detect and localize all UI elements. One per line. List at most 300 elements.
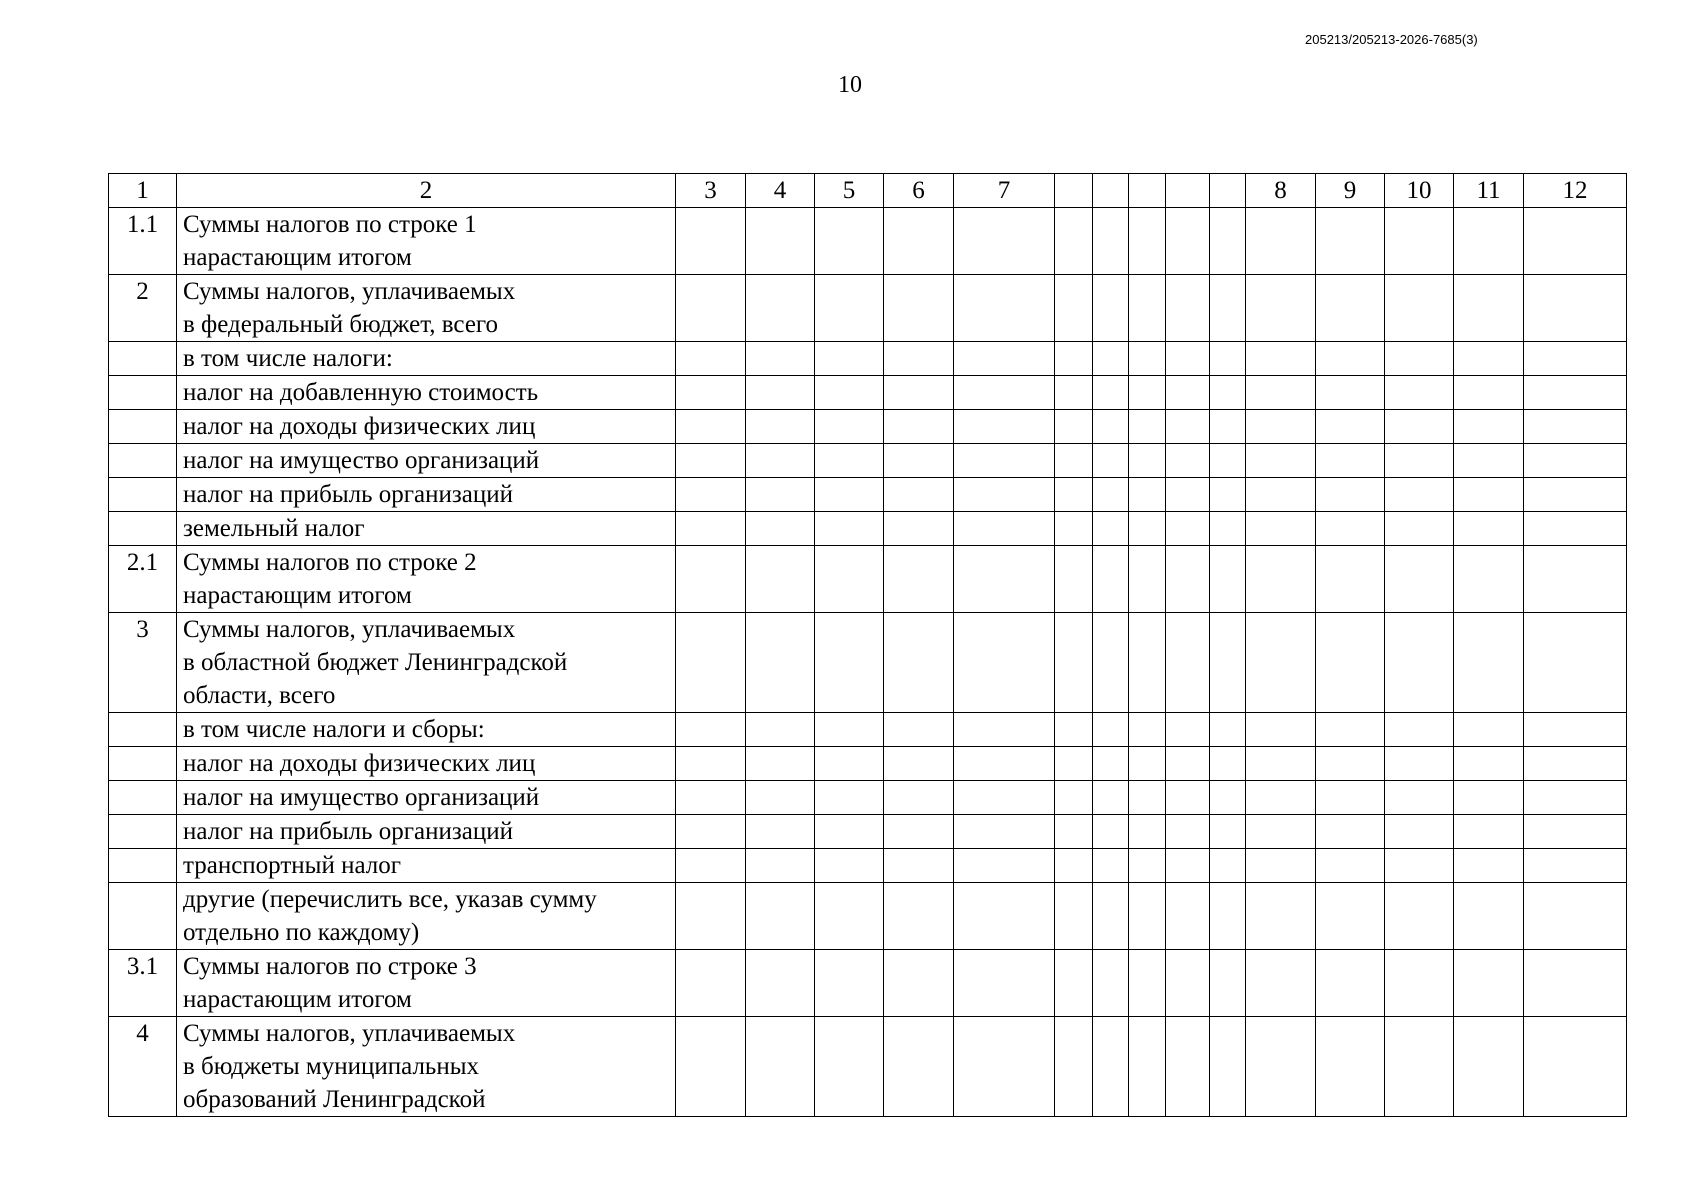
value-cell[interactable] bbox=[1055, 275, 1093, 342]
value-cell[interactable] bbox=[1210, 1017, 1246, 1117]
column-header bbox=[1129, 174, 1166, 208]
row-number bbox=[109, 342, 177, 376]
value-cell[interactable] bbox=[1129, 883, 1166, 950]
value-cell[interactable] bbox=[1055, 849, 1093, 883]
value-cell[interactable] bbox=[1210, 883, 1246, 950]
value-cell[interactable] bbox=[815, 950, 884, 1017]
value-cell[interactable] bbox=[1316, 478, 1385, 512]
value-cell[interactable] bbox=[1093, 713, 1129, 747]
value-cell[interactable] bbox=[676, 815, 746, 849]
value-cell[interactable] bbox=[746, 781, 815, 815]
row-label bbox=[177, 342, 676, 376]
value-cell[interactable] bbox=[1129, 815, 1166, 849]
value-cell[interactable] bbox=[1166, 342, 1210, 376]
value-cell[interactable] bbox=[1454, 1017, 1524, 1117]
row-number bbox=[109, 713, 177, 747]
table-row bbox=[109, 208, 1627, 275]
value-cell[interactable] bbox=[1166, 815, 1210, 849]
value-cell[interactable] bbox=[1093, 275, 1129, 342]
value-cell[interactable] bbox=[1385, 444, 1454, 478]
value-cell[interactable] bbox=[954, 512, 1055, 546]
value-cell[interactable] bbox=[1246, 478, 1316, 512]
value-cell[interactable] bbox=[1524, 950, 1627, 1017]
value-cell[interactable] bbox=[1210, 713, 1246, 747]
value-cell[interactable] bbox=[1454, 849, 1524, 883]
value-cell[interactable] bbox=[1129, 849, 1166, 883]
row-label bbox=[177, 410, 676, 444]
value-cell[interactable] bbox=[815, 376, 884, 410]
value-cell[interactable] bbox=[884, 883, 954, 950]
value-cell[interactable] bbox=[954, 342, 1055, 376]
value-cell[interactable] bbox=[1093, 512, 1129, 546]
value-cell[interactable] bbox=[1246, 713, 1316, 747]
column-header: 5 bbox=[815, 174, 884, 208]
value-cell[interactable] bbox=[1246, 275, 1316, 342]
value-cell[interactable] bbox=[1093, 444, 1129, 478]
value-cell[interactable] bbox=[676, 950, 746, 1017]
value-cell[interactable] bbox=[1093, 376, 1129, 410]
value-cell[interactable] bbox=[1246, 512, 1316, 546]
value-cell[interactable] bbox=[1385, 950, 1454, 1017]
value-cell[interactable] bbox=[1246, 342, 1316, 376]
table-row bbox=[109, 342, 1627, 376]
value-cell[interactable] bbox=[815, 444, 884, 478]
value-cell[interactable] bbox=[1210, 613, 1246, 713]
value-cell[interactable] bbox=[1166, 512, 1210, 546]
value-cell[interactable] bbox=[815, 781, 884, 815]
value-cell[interactable] bbox=[1129, 376, 1166, 410]
value-cell[interactable] bbox=[954, 713, 1055, 747]
value-cell[interactable] bbox=[1524, 512, 1627, 546]
value-cell[interactable] bbox=[1166, 1017, 1210, 1117]
value-cell[interactable] bbox=[746, 849, 815, 883]
value-cell[interactable] bbox=[1454, 342, 1524, 376]
value-cell[interactable] bbox=[1129, 747, 1166, 781]
value-cell[interactable] bbox=[1385, 342, 1454, 376]
value-cell[interactable] bbox=[1166, 849, 1210, 883]
value-cell[interactable] bbox=[1524, 849, 1627, 883]
row-label bbox=[177, 613, 676, 713]
value-cell[interactable] bbox=[954, 546, 1055, 613]
value-cell[interactable] bbox=[676, 613, 746, 713]
value-cell[interactable] bbox=[1246, 410, 1316, 444]
value-cell[interactable] bbox=[1385, 1017, 1454, 1117]
value-cell[interactable] bbox=[1524, 613, 1627, 713]
value-cell[interactable] bbox=[1524, 546, 1627, 613]
value-cell[interactable] bbox=[1055, 478, 1093, 512]
value-cell[interactable] bbox=[1129, 444, 1166, 478]
value-cell[interactable] bbox=[954, 815, 1055, 849]
value-cell[interactable] bbox=[1055, 713, 1093, 747]
value-cell[interactable] bbox=[1454, 747, 1524, 781]
value-cell[interactable] bbox=[1524, 1017, 1627, 1117]
value-cell[interactable] bbox=[1166, 275, 1210, 342]
value-cell[interactable] bbox=[1093, 747, 1129, 781]
value-cell[interactable] bbox=[1246, 444, 1316, 478]
row-number: 3.1 bbox=[109, 950, 177, 1017]
value-cell[interactable] bbox=[1454, 781, 1524, 815]
table-row bbox=[109, 546, 1627, 613]
value-cell[interactable] bbox=[1524, 747, 1627, 781]
value-cell[interactable] bbox=[1454, 410, 1524, 444]
value-cell[interactable] bbox=[884, 410, 954, 444]
row-label-line: в бюджеты муниципальных bbox=[183, 1053, 479, 1080]
value-cell[interactable] bbox=[1055, 208, 1093, 275]
value-cell[interactable] bbox=[1129, 208, 1166, 275]
value-cell[interactable] bbox=[1093, 342, 1129, 376]
value-cell[interactable] bbox=[1454, 444, 1524, 478]
value-cell[interactable] bbox=[1210, 444, 1246, 478]
value-cell[interactable] bbox=[1316, 444, 1385, 478]
value-cell[interactable] bbox=[815, 1017, 884, 1117]
value-cell[interactable] bbox=[1454, 950, 1524, 1017]
value-cell[interactable] bbox=[884, 781, 954, 815]
value-cell[interactable] bbox=[1316, 546, 1385, 613]
value-cell[interactable] bbox=[746, 815, 815, 849]
value-cell[interactable] bbox=[1524, 342, 1627, 376]
value-cell[interactable] bbox=[746, 208, 815, 275]
value-cell[interactable] bbox=[884, 815, 954, 849]
value-cell[interactable] bbox=[746, 747, 815, 781]
value-cell[interactable] bbox=[1385, 713, 1454, 747]
value-cell[interactable] bbox=[954, 747, 1055, 781]
value-cell[interactable] bbox=[1055, 950, 1093, 1017]
column-header: 3 bbox=[676, 174, 746, 208]
value-cell[interactable] bbox=[884, 342, 954, 376]
value-cell[interactable] bbox=[1316, 747, 1385, 781]
value-cell[interactable] bbox=[746, 1017, 815, 1117]
value-cell[interactable] bbox=[884, 275, 954, 342]
value-cell[interactable] bbox=[1210, 478, 1246, 512]
value-cell[interactable] bbox=[884, 512, 954, 546]
value-cell[interactable] bbox=[1093, 478, 1129, 512]
value-cell[interactable] bbox=[1129, 275, 1166, 342]
row-label-line: налог на имущество организаций bbox=[183, 784, 540, 811]
value-cell[interactable] bbox=[746, 713, 815, 747]
value-cell[interactable] bbox=[746, 410, 815, 444]
value-cell[interactable] bbox=[1246, 208, 1316, 275]
value-cell[interactable] bbox=[1093, 883, 1129, 950]
value-cell[interactable] bbox=[1454, 546, 1524, 613]
value-cell[interactable] bbox=[1166, 950, 1210, 1017]
value-cell[interactable] bbox=[1316, 512, 1385, 546]
value-cell[interactable] bbox=[884, 950, 954, 1017]
value-cell[interactable] bbox=[1093, 1017, 1129, 1117]
value-cell[interactable] bbox=[676, 747, 746, 781]
value-cell[interactable] bbox=[815, 342, 884, 376]
value-cell[interactable] bbox=[1385, 883, 1454, 950]
value-cell[interactable] bbox=[676, 410, 746, 444]
value-cell[interactable] bbox=[746, 613, 815, 713]
value-cell[interactable] bbox=[1246, 376, 1316, 410]
value-cell[interactable] bbox=[1454, 208, 1524, 275]
value-cell[interactable] bbox=[676, 342, 746, 376]
value-cell[interactable] bbox=[954, 849, 1055, 883]
value-cell[interactable] bbox=[1129, 410, 1166, 444]
value-cell[interactable] bbox=[746, 478, 815, 512]
value-cell[interactable] bbox=[1166, 410, 1210, 444]
value-cell[interactable] bbox=[815, 747, 884, 781]
value-cell[interactable] bbox=[1316, 376, 1385, 410]
value-cell[interactable] bbox=[1210, 546, 1246, 613]
value-cell[interactable] bbox=[1316, 950, 1385, 1017]
value-cell[interactable] bbox=[1210, 781, 1246, 815]
value-cell[interactable] bbox=[1246, 950, 1316, 1017]
row-label bbox=[177, 713, 676, 747]
row-label bbox=[177, 883, 676, 950]
value-cell[interactable] bbox=[1385, 849, 1454, 883]
value-cell[interactable] bbox=[1385, 208, 1454, 275]
value-cell[interactable] bbox=[1210, 342, 1246, 376]
value-cell[interactable] bbox=[815, 275, 884, 342]
value-cell[interactable] bbox=[1454, 815, 1524, 849]
value-cell[interactable] bbox=[884, 478, 954, 512]
value-cell[interactable] bbox=[1129, 781, 1166, 815]
value-cell[interactable] bbox=[954, 1017, 1055, 1117]
row-label-line: налог на прибыль организаций bbox=[183, 818, 514, 845]
value-cell[interactable] bbox=[1210, 747, 1246, 781]
value-cell[interactable] bbox=[1210, 410, 1246, 444]
value-cell[interactable] bbox=[1129, 713, 1166, 747]
value-cell[interactable] bbox=[1093, 815, 1129, 849]
value-cell[interactable] bbox=[1454, 713, 1524, 747]
value-cell[interactable] bbox=[1055, 376, 1093, 410]
value-cell[interactable] bbox=[1093, 781, 1129, 815]
value-cell[interactable] bbox=[1093, 410, 1129, 444]
value-cell[interactable] bbox=[1093, 546, 1129, 613]
value-cell[interactable] bbox=[1055, 781, 1093, 815]
value-cell[interactable] bbox=[1385, 410, 1454, 444]
value-cell[interactable] bbox=[746, 342, 815, 376]
row-label-line: Суммы налогов по строке 1 bbox=[183, 211, 477, 238]
value-cell[interactable] bbox=[1210, 275, 1246, 342]
value-cell[interactable] bbox=[954, 376, 1055, 410]
value-cell[interactable] bbox=[954, 275, 1055, 342]
value-cell[interactable] bbox=[1093, 208, 1129, 275]
value-cell[interactable] bbox=[1454, 478, 1524, 512]
value-cell[interactable] bbox=[676, 883, 746, 950]
value-cell[interactable] bbox=[1246, 781, 1316, 815]
value-cell[interactable] bbox=[1055, 444, 1093, 478]
value-cell[interactable] bbox=[746, 376, 815, 410]
value-cell[interactable] bbox=[1385, 478, 1454, 512]
value-cell[interactable] bbox=[746, 546, 815, 613]
value-cell[interactable] bbox=[954, 883, 1055, 950]
value-cell[interactable] bbox=[1385, 546, 1454, 613]
value-cell[interactable] bbox=[1454, 883, 1524, 950]
value-cell[interactable] bbox=[1316, 1017, 1385, 1117]
value-cell[interactable] bbox=[1093, 613, 1129, 713]
value-cell[interactable] bbox=[1316, 849, 1385, 883]
value-cell[interactable] bbox=[676, 275, 746, 342]
value-cell[interactable] bbox=[1129, 950, 1166, 1017]
value-cell[interactable] bbox=[815, 512, 884, 546]
value-cell[interactable] bbox=[1316, 781, 1385, 815]
value-cell[interactable] bbox=[676, 208, 746, 275]
value-cell[interactable] bbox=[1385, 512, 1454, 546]
value-cell[interactable] bbox=[1316, 613, 1385, 713]
value-cell[interactable] bbox=[884, 1017, 954, 1117]
value-cell[interactable] bbox=[1129, 342, 1166, 376]
value-cell[interactable] bbox=[1166, 478, 1210, 512]
value-cell[interactable] bbox=[954, 950, 1055, 1017]
value-cell[interactable] bbox=[1454, 512, 1524, 546]
value-cell[interactable] bbox=[884, 849, 954, 883]
value-cell[interactable] bbox=[1166, 546, 1210, 613]
value-cell[interactable] bbox=[1093, 950, 1129, 1017]
value-cell[interactable] bbox=[746, 275, 815, 342]
value-cell[interactable] bbox=[1385, 815, 1454, 849]
value-cell[interactable] bbox=[954, 613, 1055, 713]
value-cell[interactable] bbox=[1316, 815, 1385, 849]
value-cell[interactable] bbox=[815, 883, 884, 950]
value-cell[interactable] bbox=[1524, 444, 1627, 478]
value-cell[interactable] bbox=[1316, 410, 1385, 444]
value-cell[interactable] bbox=[1166, 376, 1210, 410]
value-cell[interactable] bbox=[746, 883, 815, 950]
value-cell[interactable] bbox=[1246, 849, 1316, 883]
value-cell[interactable] bbox=[1166, 747, 1210, 781]
value-cell[interactable] bbox=[1055, 883, 1093, 950]
value-cell[interactable] bbox=[1129, 546, 1166, 613]
value-cell[interactable] bbox=[1055, 613, 1093, 713]
value-cell[interactable] bbox=[815, 713, 884, 747]
value-cell[interactable] bbox=[815, 849, 884, 883]
value-cell[interactable] bbox=[1524, 815, 1627, 849]
value-cell[interactable] bbox=[676, 478, 746, 512]
value-cell[interactable] bbox=[1385, 747, 1454, 781]
value-cell[interactable] bbox=[884, 747, 954, 781]
value-cell[interactable] bbox=[1524, 275, 1627, 342]
value-cell[interactable] bbox=[676, 512, 746, 546]
value-cell[interactable] bbox=[746, 950, 815, 1017]
value-cell[interactable] bbox=[1166, 208, 1210, 275]
value-cell[interactable] bbox=[1055, 546, 1093, 613]
value-cell[interactable] bbox=[884, 613, 954, 713]
value-cell[interactable] bbox=[1524, 410, 1627, 444]
value-cell[interactable] bbox=[1055, 1017, 1093, 1117]
value-cell[interactable] bbox=[1385, 376, 1454, 410]
value-cell[interactable] bbox=[884, 208, 954, 275]
value-cell[interactable] bbox=[1524, 883, 1627, 950]
value-cell[interactable] bbox=[954, 781, 1055, 815]
value-cell[interactable] bbox=[1210, 208, 1246, 275]
value-cell[interactable] bbox=[676, 376, 746, 410]
value-cell[interactable] bbox=[676, 781, 746, 815]
value-cell[interactable] bbox=[1246, 815, 1316, 849]
value-cell[interactable] bbox=[1055, 815, 1093, 849]
row-label-line: Суммы налогов по строке 3 bbox=[183, 953, 477, 980]
value-cell[interactable] bbox=[1385, 781, 1454, 815]
row-label bbox=[177, 1017, 676, 1117]
value-cell[interactable] bbox=[815, 410, 884, 444]
value-cell[interactable] bbox=[884, 713, 954, 747]
value-cell[interactable] bbox=[1166, 713, 1210, 747]
value-cell[interactable] bbox=[1093, 849, 1129, 883]
value-cell[interactable] bbox=[954, 444, 1055, 478]
value-cell[interactable] bbox=[1246, 1017, 1316, 1117]
value-cell[interactable] bbox=[1524, 781, 1627, 815]
value-cell[interactable] bbox=[1166, 781, 1210, 815]
value-cell[interactable] bbox=[676, 713, 746, 747]
value-cell[interactable] bbox=[884, 444, 954, 478]
value-cell[interactable] bbox=[1129, 1017, 1166, 1117]
value-cell[interactable] bbox=[884, 376, 954, 410]
value-cell[interactable] bbox=[746, 444, 815, 478]
value-cell[interactable] bbox=[1210, 950, 1246, 1017]
value-cell[interactable] bbox=[1524, 713, 1627, 747]
value-cell[interactable] bbox=[1055, 747, 1093, 781]
value-cell[interactable] bbox=[1316, 208, 1385, 275]
row-number: 3 bbox=[109, 613, 177, 713]
value-cell[interactable] bbox=[676, 1017, 746, 1117]
value-cell[interactable] bbox=[1524, 376, 1627, 410]
value-cell[interactable] bbox=[1166, 444, 1210, 478]
value-cell[interactable] bbox=[1210, 512, 1246, 546]
value-cell[interactable] bbox=[1316, 342, 1385, 376]
value-cell[interactable] bbox=[676, 849, 746, 883]
value-cell[interactable] bbox=[954, 410, 1055, 444]
value-cell[interactable] bbox=[1316, 275, 1385, 342]
value-cell[interactable] bbox=[1210, 376, 1246, 410]
value-cell[interactable] bbox=[676, 444, 746, 478]
value-cell[interactable] bbox=[1524, 478, 1627, 512]
value-cell[interactable] bbox=[1246, 883, 1316, 950]
value-cell[interactable] bbox=[1055, 342, 1093, 376]
value-cell[interactable] bbox=[1454, 376, 1524, 410]
value-cell[interactable] bbox=[1454, 275, 1524, 342]
value-cell[interactable] bbox=[815, 613, 884, 713]
row-label bbox=[177, 275, 676, 342]
value-cell[interactable] bbox=[676, 546, 746, 613]
value-cell[interactable] bbox=[1055, 410, 1093, 444]
value-cell[interactable] bbox=[1316, 713, 1385, 747]
table-row bbox=[109, 275, 1627, 342]
value-cell[interactable] bbox=[1129, 613, 1166, 713]
value-cell[interactable] bbox=[1246, 546, 1316, 613]
row-number bbox=[109, 747, 177, 781]
value-cell[interactable] bbox=[1210, 849, 1246, 883]
value-cell[interactable] bbox=[1210, 815, 1246, 849]
value-cell[interactable] bbox=[1246, 613, 1316, 713]
row-label bbox=[177, 444, 676, 478]
value-cell[interactable] bbox=[1166, 613, 1210, 713]
value-cell[interactable] bbox=[1246, 747, 1316, 781]
value-cell[interactable] bbox=[1129, 512, 1166, 546]
row-label bbox=[177, 781, 676, 815]
table-row bbox=[109, 478, 1627, 512]
value-cell[interactable] bbox=[1385, 613, 1454, 713]
value-cell[interactable] bbox=[1129, 478, 1166, 512]
value-cell[interactable] bbox=[884, 546, 954, 613]
value-cell[interactable] bbox=[954, 478, 1055, 512]
value-cell[interactable] bbox=[1316, 883, 1385, 950]
value-cell[interactable] bbox=[1055, 512, 1093, 546]
value-cell[interactable] bbox=[954, 208, 1055, 275]
value-cell[interactable] bbox=[815, 815, 884, 849]
column-header: 7 bbox=[954, 174, 1055, 208]
value-cell[interactable] bbox=[1524, 208, 1627, 275]
value-cell[interactable] bbox=[815, 478, 884, 512]
value-cell[interactable] bbox=[815, 208, 884, 275]
value-cell[interactable] bbox=[1166, 883, 1210, 950]
value-cell[interactable] bbox=[1385, 275, 1454, 342]
row-label-line: нарастающим итогом bbox=[183, 244, 412, 271]
value-cell[interactable] bbox=[746, 512, 815, 546]
value-cell[interactable] bbox=[1454, 613, 1524, 713]
value-cell[interactable] bbox=[815, 546, 884, 613]
row-number bbox=[109, 478, 177, 512]
